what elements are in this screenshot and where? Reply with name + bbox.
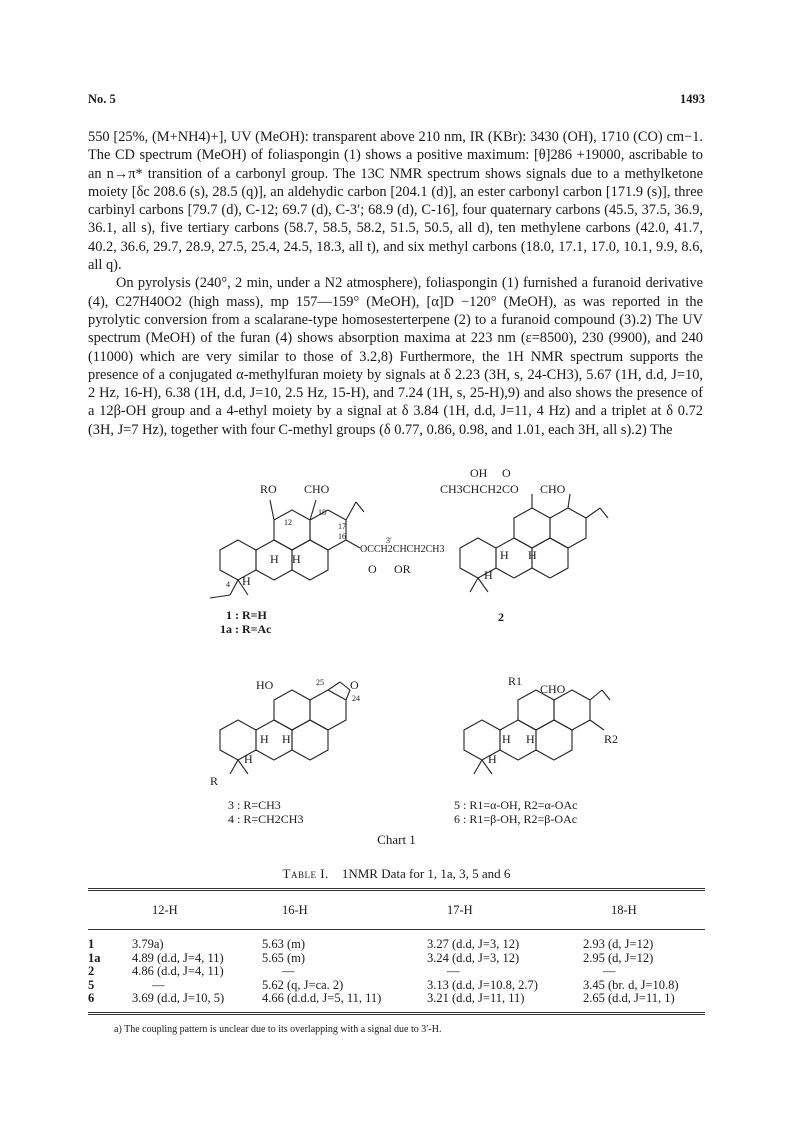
table-label: Table I. <box>282 866 329 881</box>
cell-18h: 3.45 (br. d, J=10.8) <box>583 977 679 992</box>
cell-12h: 3.69 (d.d, J=10, 5) <box>132 991 225 1005</box>
s1-c12: 12 <box>284 518 292 527</box>
cell-12h: 4.89 (d.d, J=4, 11) <box>132 950 224 965</box>
cell-18h: 2.95 (d, J=12) <box>583 950 654 965</box>
s5-caption-1: 5 : R1=α-OH, R2=α-OAc <box>454 798 578 812</box>
s2-cho: CHO <box>540 482 566 496</box>
s2-h-c: H <box>484 568 493 582</box>
journal-number: No. 5 <box>88 92 116 106</box>
col-header-16h: 16-H <box>282 902 308 917</box>
cell-17h: 3.24 (d.d, J=3, 12) <box>427 950 520 965</box>
s3-h-c: H <box>244 752 253 766</box>
col-header-18h: 18-H <box>611 902 637 917</box>
table-row <box>88 979 705 993</box>
s2-caption: 2 <box>498 610 504 624</box>
s3-caption-2: 4 : R=CH2CH3 <box>228 812 304 826</box>
nmr-table <box>88 888 705 1015</box>
s3-h-b: H <box>282 732 291 746</box>
cell-16h: 5.65 (m) <box>262 950 306 965</box>
s5-r2: R2 <box>604 732 619 746</box>
cell-17h: 3.13 (d.d, J=10.8, 2.7) <box>427 977 538 992</box>
s3-caption-1: 3 : R=CH3 <box>228 798 281 812</box>
page-number: 1493 <box>680 92 705 106</box>
s5-h-a: H <box>502 732 511 746</box>
s2-h-a: H <box>500 548 509 562</box>
s2-chain: CH3CHCH2CO <box>440 482 519 496</box>
compound-cell: 1a <box>88 950 101 965</box>
compound-cell: 2 <box>88 964 95 978</box>
s1-ester-chain: OCCH2CHCH2CH3 <box>360 544 445 555</box>
s1-ester-o: O <box>368 562 377 576</box>
cell-18h: — <box>603 964 616 978</box>
cell-17h: 3.27 (d.d, J=3, 12) <box>427 937 520 951</box>
s3-o: O <box>350 678 359 692</box>
s1-h-b: H <box>292 552 301 566</box>
s1-c16: 16 <box>338 532 346 541</box>
s2-h-b: H <box>528 548 537 562</box>
compound-cell: 1 <box>88 937 95 951</box>
s3-ho: HO <box>256 678 274 692</box>
structure-3-drawing <box>200 680 400 800</box>
s1-ro: RO <box>260 482 277 496</box>
cell-17h: — <box>447 964 460 978</box>
table-row <box>88 992 705 1013</box>
s5-caption-2: 6 : R1=β-OH, R2=β-OAc <box>454 812 578 826</box>
cell-18h: 2.65 (d.d, J=11, 1) <box>583 991 675 1005</box>
compound-cell: 6 <box>88 991 95 1005</box>
cell-16h: 5.62 (q, J=ca. 2) <box>262 977 344 992</box>
s5-r1: R1 <box>508 674 523 688</box>
s1-caption-2: 1a : R=Ac <box>220 622 272 636</box>
paragraph-2: On pyrolysis (240°, 2 min, under a N2 atmosphere), foliaspongin (1) furnished a furanoid derivative (4), C27H40O2 (high mass), mp 157—159° (MeOH), [α]D −120° (MeOH), as was reported in the pyrolytic conversion from a scalarane-type homosesterterpene (2) to a furanoid compound (3).2) The UV spectrum (MeOH) of the furan (4) shows absorption maxima at 223 nm (ε=8500), 230 (9900), and 240 (11000) which are very similar to those of 3.2,8) Furthermore, the 1H NMR spectrum supports the presence of a conjugated α-methylfuran moiety by signals at δ 2.23 (3H, s, 24-CH3), 5.67 (1H, d.d, J=10, 2 Hz, 16-H), 6.38 (1H, d.d, J=10, 2.5 Hz, 15-H), and 7.24 (1H, s, 25-H),9) and also shows the presence of a 12β-OH group and a 4-ethyl moiety by a signal at δ 3.84 (1H, d.d, J=11, 4 Hz) and a triplet at δ 0.72 (3H, J=7 Hz), together with four C-methyl groups (δ 0.77, 0.86, 0.98, and 1.01, each 3H, all s).2) The <box>88 275 703 438</box>
s1-or: OR <box>394 562 411 576</box>
table-row <box>88 952 705 966</box>
cell-12h: 4.86 (d.d, J=4, 11) <box>132 964 224 978</box>
table-row <box>88 930 705 952</box>
col-header-12h: 12-H <box>152 902 178 917</box>
table-title: 1NMR Data for 1, 1a, 3, 5 and 6 <box>341 866 511 881</box>
s5-cho: CHO <box>540 682 566 696</box>
cell-18h: 2.93 (d, J=12) <box>583 937 654 951</box>
s1-cho: CHO <box>304 482 330 496</box>
structure-5 <box>444 676 644 796</box>
s2-o: O <box>502 466 511 480</box>
structure-3 <box>200 680 400 800</box>
table-footnote: a) The coupling pattern is unclear due to its overlapping with a signal due to 3′-H. <box>114 1024 442 1035</box>
cell-17h: 3.21 (d.d, J=11, 11) <box>427 991 525 1005</box>
cell-12h: 3.79a) <box>132 937 164 951</box>
cell-16h: 4.66 (d.d.d, J=5, 11, 11) <box>262 991 382 1005</box>
col-header-17h: 17-H <box>447 902 473 917</box>
s1-c3prime: 3′ <box>386 536 392 545</box>
structure-2 <box>440 468 640 608</box>
cell-16h: — <box>282 964 295 978</box>
s1-c4: 4 <box>226 580 230 589</box>
compound-cell: 5 <box>88 977 95 992</box>
cell-12h: — <box>152 977 165 992</box>
body-text <box>88 128 703 439</box>
s3-h-a: H <box>260 732 269 746</box>
paragraph-1: 550 [25%, (M+NH4)+], UV (MeOH): transparent above 210 nm, IR (KBr): 3430 (OH), 1710 (CO) cm−1. The CD spectrum (MeOH) of foliaspongin (1) shows a positive maximum: [θ]286 +19000, ascribable to an n→π* transition of a carbonyl group. The 13C NMR spectrum shows signals due to a methylketone moiety [δc 208.6 (s), 28.5 (q)], an aldehydic carbon [204.1 (d)], an ester carbonyl carbon [171.9 (s)], three carbinyl carbons [79.7 (d), C-12; 69.7 (d), C-3′; 68.9 (d), C-16], four quaternary carbons (45.5, 37.5, 36.9, 36.1, all s), five tertiary carbons (58.7, 58.5, 58.2, 51.5, 50.5, all d), ten methylene carbons (42.0, 41.7, 40.2, 36.6, 29.7, 28.9, 27.5, 25.4, 24.5, 18.3, all t), and six methyl carbons (18.0, 17.1, 17.0, 10.1, 9.9, 8.6, all q). <box>88 129 703 274</box>
table-caption <box>0 866 793 882</box>
col-header-compound <box>88 890 132 930</box>
s3-c24: 24 <box>352 694 360 703</box>
s5-h-b: H <box>526 732 535 746</box>
s1-c17: 17 <box>338 522 346 531</box>
s2-oh: OH <box>470 466 488 480</box>
table-row <box>88 965 705 979</box>
table-header-row <box>88 890 705 930</box>
s1-caption-1: 1 : R=H <box>226 608 267 622</box>
s1-c18: 18 <box>318 508 326 517</box>
s1-h-c: H <box>242 574 251 588</box>
s3-c25: 25 <box>316 678 324 687</box>
s5-h-c: H <box>488 752 497 766</box>
cell-16h: 5.63 (m) <box>262 937 306 951</box>
s3-r: R <box>210 774 219 788</box>
chart-caption: Chart 1 <box>377 832 416 847</box>
s1-h-a: H <box>270 552 279 566</box>
running-header <box>88 92 705 108</box>
